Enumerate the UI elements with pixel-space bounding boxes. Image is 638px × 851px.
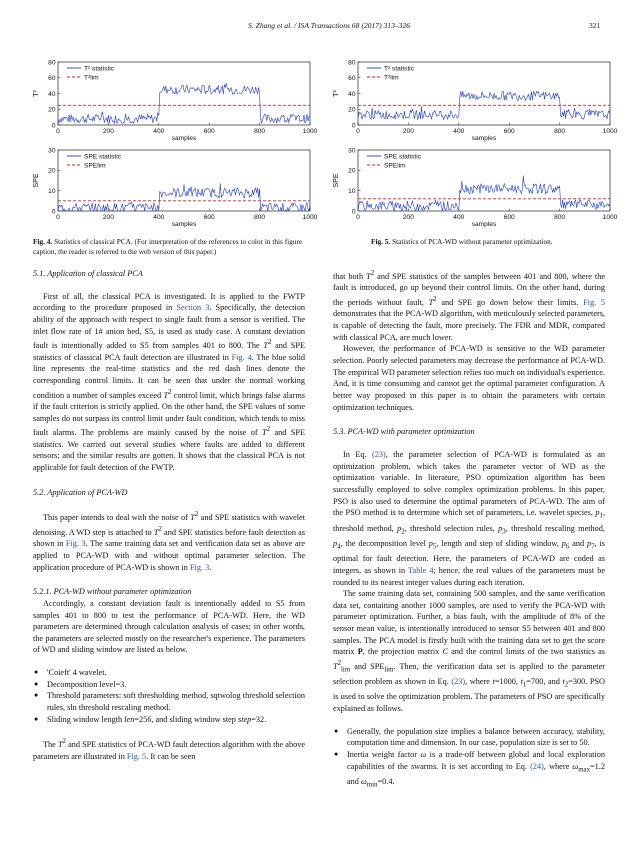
fig4-label: Fig. 4. [33,237,53,246]
y-tick-label: 80 [48,59,56,67]
y-axis-label: SPE [333,173,340,188]
y-tick-label: 60 [48,75,56,83]
legend-limit-label: T²lim [84,74,99,82]
list-item: ● Threshold parameters: soft thresholding method, sqtwolog threshold selection rules, sln threshold rescaling method. [47,690,305,713]
y-tick-label: 20 [348,106,356,114]
fig5-link[interactable]: Fig. 5 [126,751,147,761]
x-axis-label: samples [471,135,497,142]
y-axis-label: T² [33,90,40,97]
fig4-top-chart [30,55,318,145]
fig5-caption-text: Statistics of PCA-WD without parameter optimization. [390,237,553,246]
x-tick-label: 400 [153,128,165,135]
x-tick-label: 800 [554,214,566,221]
fig4-bottom-chart [30,143,318,231]
x-tick-label: 1000 [602,128,618,135]
y-tick-label: 30 [48,147,56,155]
x-tick-label: 200 [102,214,114,221]
section-5-1-paragraph: First of all, the classical PCA is investigated. It is applied to the FWTP according to the procedure proposed in Section 3. Specifically, the detection ability of the approach with respect to single fault from a sensor is verified. The inlet flow rate of 1# anion bed, S5, is used as study case. A constant deviation fault is intentionally added to S5 from samples 401 to 800. The $T^2$ and SPE statistics of classical PCA fault detection are illustrated in Fig. 4. The blue solid line represents the real-time statistics and the red dash lines denote the corresponding control limits. It can be seen that under the normal working condition a number of samples exceed $T^2$ control limit, which brings false alarms if the fault criterion is strictly applied. On the other hand, the SPE values of some samples do not surpass its control limit under fault condition, which tends to miss fault alarms. The problems are mainly caused by the noise of $T^2$ and SPE statistics. We carried out several studies where faults are added to different sensors; and the similar results are gotten. It shows that the classical PCA is not applicable for fault detection of the FWTP. [33,291,306,473]
section-3-link[interactable]: Section 3 [176,303,210,313]
section-5-2-1-paragraph: Accordingly, a constant deviation fault is intentionally added to S5 from samples 401 to 800 to test the performance of PCA-WD. Here, the WD parameters are determined through calculation analysis of cases; in other words, the parameters are selected mostly on the researcher's experience. The parameters of WD and sliding window are listed as below. [33,598,305,655]
x-tick-label: 1000 [302,128,318,135]
fig5-discussion-paragraph: that both $T^2$ and SPE statistics of the samples between 401 and 800, where the fault is introduced, go up beyond their control limits. On the other hand, during the periods without fault, $T^2$ and SPE go down below their limits. Fig. 5 demonstrates that the PCA-WD algorithm, with meticulously selected parameters, is capable of detecting the fault, more precisely. The FDR and MDR, compared with classical PCA, are much lower. [333,270,606,342]
y-axis-label: T² [333,90,340,97]
section-5-3-heading: 5.3. PCA-WD with parameter optimization [333,427,475,437]
fig3-link[interactable]: Fig. 3 [65,539,86,549]
y-tick-label: 10 [48,187,56,195]
x-tick-label: 200 [402,214,414,221]
verification-paragraph: The same training data set, containing 500 samples, and the same verification data set, containing another 1000 samples, are used to verify the PCA-WD with parameter optimization. Further, a bias fault, with the amplitude of 8% of the sensor mean value, is intentionally introduced to sensor S5 between 401 and 800 samples. The PCA model is firstly built with the training data set to get the score matrix P, the projection matrix C and the control limits of the two statistics as $T^2_{lim}$ and $SPE_{lim}$. Then, the verification data set is applied to the parameter selection problem as shown in Eq. (23), where t=1000, $t_1=700$, and $t_2=300$. PSO is used to solve the optimization problem. The parameters of PSO are specifically explained as follows. [333,589,605,714]
fig5-intro-paragraph: The $T^2$ and SPE statistics of PCA-WD fault detection algorithm with the above parameters are illustrated in Fig. 5. It can be seen [33,738,305,761]
list-item: ● 'Coieft' 4 wavelet. [47,667,305,679]
y-tick-label: 0 [351,208,356,216]
legend-statistic-label: T² statistic [84,65,115,73]
y-tick-label: 0 [351,122,356,130]
x-tick-label: 800 [554,128,566,135]
eq24-link[interactable]: (24) [530,761,544,771]
section-5-1-heading: 5.1. Application of classical PCA [33,269,143,278]
y-tick-label: 0 [51,122,56,130]
x-tick-label: 600 [503,214,515,221]
fig5-label: Fig. 5. [371,237,391,246]
table4-link[interactable]: Table 4 [408,565,434,575]
y-tick-label: 30 [348,147,356,155]
eq23-link[interactable]: (23) [372,450,386,460]
x-tick-label: 800 [254,128,266,135]
list-item: ● Sliding window length len=256, and sliding window step step=32. [47,714,305,726]
x-tick-label: 0 [56,128,60,135]
y-tick-label: 40 [348,90,356,98]
journal-citation: S. Zhang et al. / ISA Transactions 68 (2017) 313–326 [248,21,411,30]
y-tick-label: 60 [348,75,356,83]
y-tick-label: 20 [48,106,56,114]
x-tick-label: 1000 [302,214,318,221]
y-tick-label: 0 [51,208,56,216]
x-tick-label: 0 [56,214,60,221]
legend-statistic-label: SPE statistic [384,153,422,161]
x-tick-label: 800 [254,214,266,221]
list-item: ● Inertia weight factor ω is a trade-off between global and local exploration capabilities of the swarms. It is set according to Eq. (24), where $\omega_{max}=1.2$ and $\omega_{min}=0.4$. [347,749,605,791]
section-5-2-1-heading: 5.2.1. PCA-WD without parameter optimization [33,587,192,597]
x-tick-label: 400 [153,214,165,221]
fig5-link-2[interactable]: Fig. 5 [583,297,605,307]
list-item: ● Decomposition level=3. [47,679,305,691]
wd-parameter-list [33,667,305,725]
x-tick-label: 400 [453,214,465,221]
legend-limit-label: T²lim [384,74,399,82]
y-tick-label: 20 [348,167,356,175]
x-axis-label: samples [171,135,197,142]
legend-statistic-label: T² statistic [384,65,415,73]
fig3-link-2[interactable]: Fig. 3 [189,562,210,572]
x-tick-label: 1000 [602,214,618,221]
x-tick-label: 0 [356,128,360,135]
x-tick-label: 200 [102,128,114,135]
page-number: 321 [589,21,601,30]
section-5-2-heading: 5.2. Application of PCA-WD [33,487,128,497]
list-item: ● Generally, the population size implies a balance between accuracy, stability, computation time and dimension. In our case, population size is set to 50. [347,726,605,749]
pso-parameter-list [333,726,605,792]
x-tick-label: 600 [203,128,215,135]
x-tick-label: 0 [356,214,360,221]
right-column [333,268,605,791]
fig5-caption [371,237,611,247]
x-tick-label: 600 [503,128,515,135]
y-axis-label: SPE [33,173,40,188]
section-5-3-paragraph: In Eq. (23), the parameter selection of PCA-WD is formulated as an optimization problem, which takes the parameter vector of WD as the optimization variable. In literature, PSO optimization algorithm has been successfully employed to solve complex optimization problems. In this paper, PSO is also used to determine the optimal parameters of PCA-WD. The aim of the PSO method is to determine which set of parameters, i.e. wavelet species, $p_1$, threshold method, $p_2$, threshold selection rules, $p_3$, threshold rescaling method, $p_4$, the decomposition level $p_5$, length and step of sliding window, $p_6$ and $p_7$, is optimal for fault detection. Here, the parameters of PCA-WD are coded as integers, as shown in Table 4; hence, the real values of the parameters must be rounded to its nearest integer values during each iteration. [333,450,605,587]
legend-statistic-label: SPE statistic [84,153,122,161]
legend-limit-label: SPElim [84,162,106,170]
section-5-2-paragraph: This paper intends to deal with the noise of $T^2$ and SPE statistics with wavelet denoising. A WD step is attached to $T^2$ and SPE statistics before fault detection as shown in Fig. 3. The same training data set and verification data set as above are applied to PCA-WD with and without optimal parameter selection. The application procedure of PCA-WD is shown in Fig. 3. [33,511,306,572]
x-tick-label: 200 [402,128,414,135]
eq23-link-2[interactable]: (23) [451,677,466,687]
x-tick-label: 600 [203,214,215,221]
x-axis-label: samples [171,221,197,228]
x-axis-label: samples [471,221,497,228]
y-tick-label: 40 [48,90,56,98]
fig4-caption [33,237,305,257]
sensitivity-paragraph: However, the performance of PCA-WD is sensitive to the WD parameter selection. Poorly selected parameters may decrease the performance of PCA-WD. The empirical WD parameter selection relies too much on individual's experience. And, it is time consuming and cannot get the optimal parameter configuration. A better way proposed in this paper is to obtain the parameters with certain optimization techniques. [333,344,605,412]
y-tick-label: 20 [48,167,56,175]
left-column [33,268,305,762]
fig4-caption-text: Statistics of classical PCA. (For interpretation of the references to color in this figure caption, the reader is referred to the web version of this paper.) [33,237,303,256]
fig5-top-chart [330,55,618,145]
fig4-link[interactable]: Fig. 4 [231,352,252,362]
y-tick-label: 80 [348,59,356,67]
legend-limit-label: SPElim [384,162,406,170]
fig5-bottom-chart [330,143,618,231]
x-tick-label: 400 [453,128,465,135]
y-tick-label: 10 [348,187,356,195]
